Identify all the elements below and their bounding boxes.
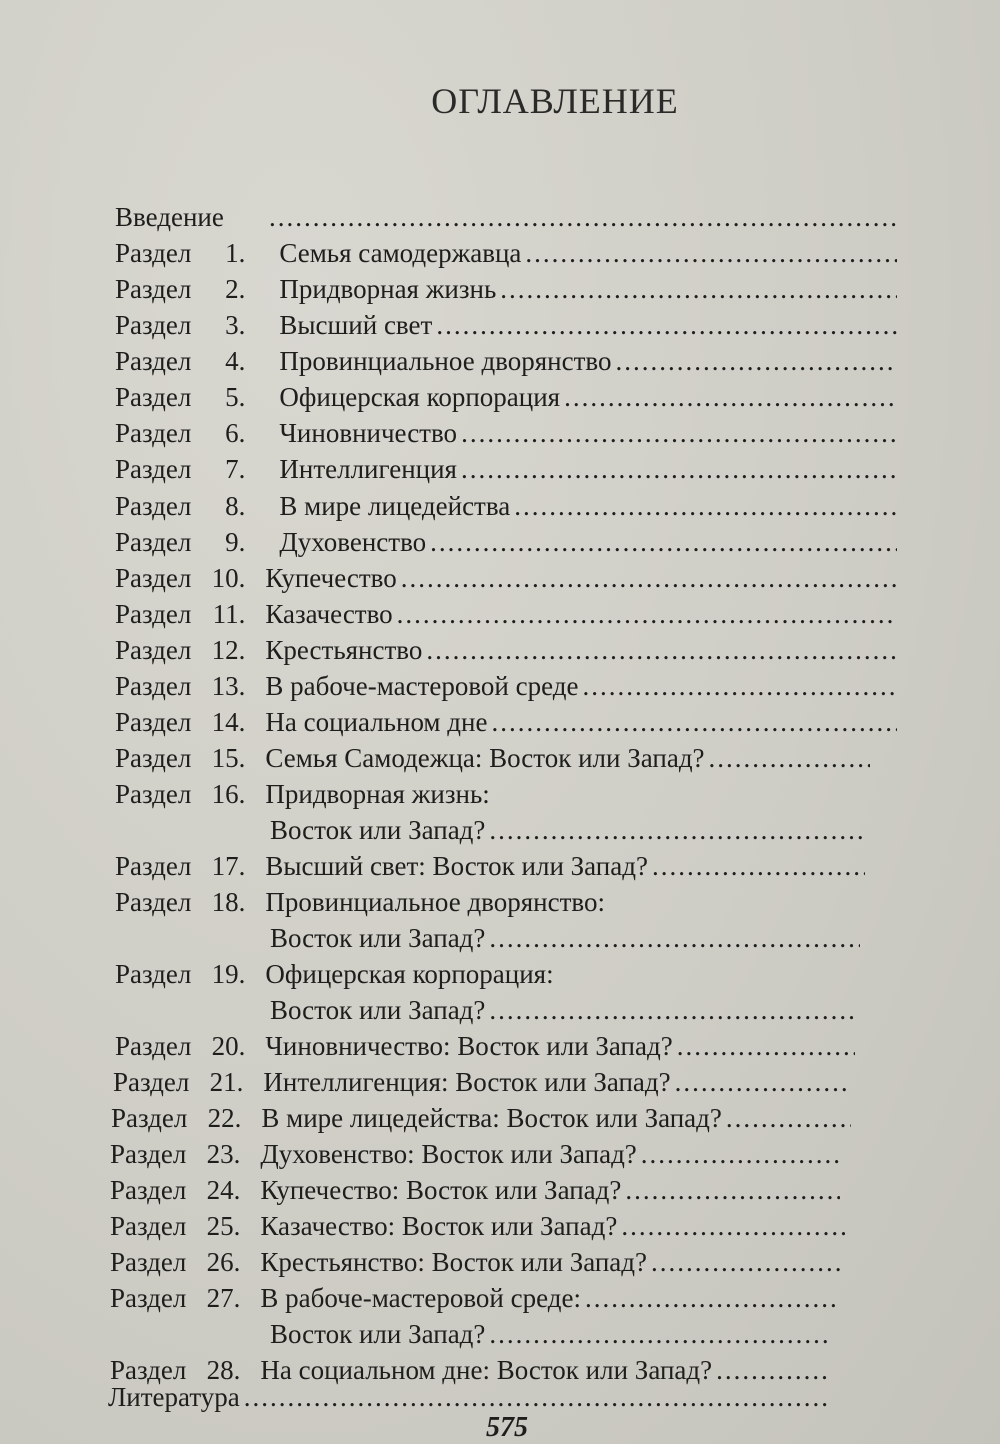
- toc-number: 8.: [225, 491, 246, 521]
- toc-title: Восток или Запад?: [270, 1319, 486, 1349]
- toc-entry: [115, 236, 897, 270]
- toc-leader-dots: [582, 669, 897, 703]
- toc-number: 15.: [211, 743, 246, 773]
- toc-title: Казачество: [265, 599, 393, 629]
- toc-leader-dots: [401, 561, 897, 595]
- toc-number: 12.: [211, 635, 246, 665]
- toc-entry: [115, 380, 897, 414]
- toc-title: В мире лицедейства: Восток или Запад?: [261, 1103, 722, 1133]
- toc-entry: [115, 1029, 855, 1063]
- toc-entry: [115, 344, 897, 378]
- toc-number: 22.: [207, 1103, 242, 1133]
- toc-entry: [115, 272, 897, 306]
- toc-leader-dots: [430, 525, 897, 559]
- toc-leader-dots: [244, 1380, 828, 1414]
- toc-label: Введение: [115, 202, 224, 232]
- toc-leader-dots: [461, 452, 897, 486]
- toc-entry: [115, 561, 897, 595]
- toc-entry: [115, 705, 897, 739]
- toc-label: Раздел: [115, 310, 192, 340]
- toc-label: Раздел: [115, 454, 192, 484]
- toc-entry: [110, 1137, 840, 1171]
- toc-title: В рабоче-мастеровой среде: [265, 671, 579, 701]
- toc-leader-dots: [625, 1173, 840, 1207]
- toc-title: В рабоче-мастеровой среде:: [260, 1283, 581, 1313]
- toc-label: Раздел: [115, 887, 192, 917]
- toc-entry: [115, 777, 870, 811]
- toc-number: 11.: [212, 599, 246, 629]
- toc-leader-dots: [641, 1137, 840, 1171]
- toc-leader-dots: [585, 1281, 840, 1315]
- toc-title: Восток или Запад?: [270, 995, 486, 1025]
- toc-entry-continuation: [270, 1317, 830, 1351]
- toc-leader-dots: [461, 416, 897, 450]
- toc-title: Офицерская корпорация:: [265, 959, 554, 989]
- toc-leader-dots: [615, 344, 897, 378]
- toc-label: Раздел: [111, 1103, 188, 1133]
- toc-title: Семья Самодежца: Восток или Запад?: [265, 743, 705, 773]
- toc-entry: [110, 1281, 840, 1315]
- toc-leader-dots: [426, 633, 897, 667]
- toc-label: Раздел: [115, 1031, 192, 1061]
- toc-entry: [115, 489, 897, 523]
- toc-leader-dots: [652, 849, 865, 883]
- page-title: ОГЛАВЛЕНИЕ: [431, 81, 679, 121]
- toc-leader-dots: [726, 1101, 851, 1135]
- toc-title: Купечество: [265, 563, 397, 593]
- toc-number: 25.: [206, 1211, 241, 1241]
- toc-entry: [115, 597, 897, 631]
- toc-title: На социальном дне: [265, 707, 488, 737]
- toc-number: 9.: [225, 527, 246, 557]
- toc-title: Придворная жизнь: [279, 274, 497, 304]
- toc-title: Восток или Запад?: [270, 815, 486, 845]
- toc-label: Раздел: [115, 671, 192, 701]
- toc-leader-dots: [677, 1029, 855, 1063]
- toc-title: Крестьянство: Восток или Запад?: [260, 1247, 648, 1277]
- toc-title: Интеллигенция: Восток или Запад?: [263, 1067, 671, 1097]
- toc-entry: [115, 957, 865, 991]
- toc-leader-dots: [525, 236, 897, 270]
- toc-number: 24.: [206, 1175, 241, 1205]
- toc-title: Придворная жизнь:: [265, 779, 490, 809]
- toc-entry: [115, 741, 870, 775]
- toc-entry: [115, 308, 897, 342]
- toc-label: Раздел: [110, 1175, 187, 1205]
- toc-label: Раздел: [110, 1247, 187, 1277]
- toc-title: Купечество: Восток или Запад?: [260, 1175, 622, 1205]
- toc-title: В мире лицедейства: [279, 491, 511, 521]
- toc-label: Раздел: [115, 527, 192, 557]
- toc-number: 23.: [206, 1139, 241, 1169]
- toc-label: Раздел: [115, 418, 192, 448]
- toc-leader-dots: [651, 1245, 840, 1279]
- toc-leader-dots: [489, 993, 855, 1027]
- toc-entry: [115, 452, 897, 486]
- toc-number: 5.: [225, 382, 246, 412]
- toc-label: Раздел: [115, 743, 192, 773]
- toc-entry: [115, 416, 897, 450]
- toc-title: Провинциальное дворянство: [279, 346, 612, 376]
- toc-entry: [113, 1065, 848, 1099]
- toc-entry: [110, 1173, 840, 1207]
- toc-entry: [115, 200, 897, 234]
- toc-label: Раздел: [110, 1211, 187, 1241]
- toc-label: Раздел: [115, 491, 192, 521]
- toc-number: 3.: [225, 310, 246, 340]
- toc-entry-continuation: [270, 813, 865, 847]
- toc-number: 19.: [211, 959, 246, 989]
- toc-leader-dots: [514, 489, 897, 523]
- toc-number: 13.: [211, 671, 246, 701]
- toc-title: Чиновничество: [279, 418, 458, 448]
- toc-title: Высший свет: [279, 310, 433, 340]
- toc-entry: [115, 885, 865, 919]
- toc-number: 17.: [211, 851, 246, 881]
- toc-label: Раздел: [115, 635, 192, 665]
- toc-leader-dots: [489, 921, 860, 955]
- toc-title: Крестьянство: [265, 635, 423, 665]
- toc-title: Чиновничество: Восток или Запад?: [265, 1031, 673, 1061]
- toc-title: Семья самодержавца: [279, 238, 522, 268]
- toc-leader-dots: [397, 597, 897, 631]
- toc-label: Раздел: [115, 599, 192, 629]
- toc-leader-dots: [489, 813, 865, 847]
- toc-title: Духовенство: Восток или Запад?: [260, 1139, 637, 1169]
- toc-label: Раздел: [113, 1067, 190, 1097]
- toc-title: На социальном дне: Восток или Запад?: [260, 1355, 713, 1385]
- toc-entry: [110, 1245, 840, 1279]
- toc-leader-dots: [436, 308, 897, 342]
- toc-label: Раздел: [115, 346, 192, 376]
- toc-label: Раздел: [115, 563, 192, 593]
- toc-title: Интеллигенция: [279, 454, 457, 484]
- toc-entry: [115, 525, 897, 559]
- toc-entry: [111, 1101, 851, 1135]
- toc-leader-dots: [709, 741, 870, 775]
- toc-title: Восток или Запад?: [270, 923, 486, 953]
- toc-leader-dots: [269, 200, 897, 234]
- toc-number: 18.: [211, 887, 246, 917]
- toc-title: Духовенство: [279, 527, 427, 557]
- toc-number: 20.: [211, 1031, 246, 1061]
- toc-title: Высший свет: Восток или Запад?: [265, 851, 648, 881]
- page-number: 575: [486, 1412, 528, 1443]
- toc-number: 28.: [206, 1355, 241, 1385]
- toc-leader-dots: [489, 1317, 830, 1351]
- toc-number: 2.: [225, 274, 246, 304]
- toc-number: 16.: [211, 779, 246, 809]
- toc-entry-continuation: [270, 993, 855, 1027]
- toc-label: Раздел: [115, 707, 192, 737]
- toc-number: 21.: [209, 1067, 244, 1097]
- toc-number: 6.: [225, 418, 246, 448]
- toc-label: Раздел: [115, 382, 192, 412]
- toc-leader-dots: [491, 705, 897, 739]
- toc-entry: [115, 849, 865, 883]
- toc-entry: [110, 1209, 845, 1243]
- toc-label: Раздел: [115, 779, 192, 809]
- toc-entry-continuation: [270, 921, 860, 955]
- toc-label: Раздел: [115, 238, 192, 268]
- toc-leader-dots: [675, 1065, 848, 1099]
- toc-number: 7.: [225, 454, 246, 484]
- toc-entry: [115, 669, 897, 703]
- toc-label: Раздел: [110, 1355, 187, 1385]
- toc-number: 1.: [225, 238, 246, 268]
- toc-number: 4.: [225, 346, 246, 376]
- toc-number: 27.: [206, 1283, 241, 1313]
- toc-label: Раздел: [115, 274, 192, 304]
- toc-entry: [115, 633, 897, 667]
- toc-label: Литература: [108, 1382, 240, 1412]
- toc-title: Офицерская корпорация: [279, 382, 561, 412]
- toc-number: 26.: [206, 1247, 241, 1277]
- toc-entry: [108, 1380, 828, 1414]
- toc-label: Раздел: [115, 851, 192, 881]
- toc-title: Казачество: Восток или Запад?: [260, 1211, 618, 1241]
- toc-number: 14.: [211, 707, 246, 737]
- toc-leader-dots: [500, 272, 897, 306]
- toc-leader-dots: [621, 1209, 845, 1243]
- toc-number: 10.: [211, 563, 246, 593]
- toc-label: Раздел: [110, 1139, 187, 1169]
- toc-title: Провинциальное дворянство:: [265, 887, 605, 917]
- toc-label: Раздел: [110, 1283, 187, 1313]
- toc-label: Раздел: [115, 959, 192, 989]
- toc-leader-dots: [564, 380, 897, 414]
